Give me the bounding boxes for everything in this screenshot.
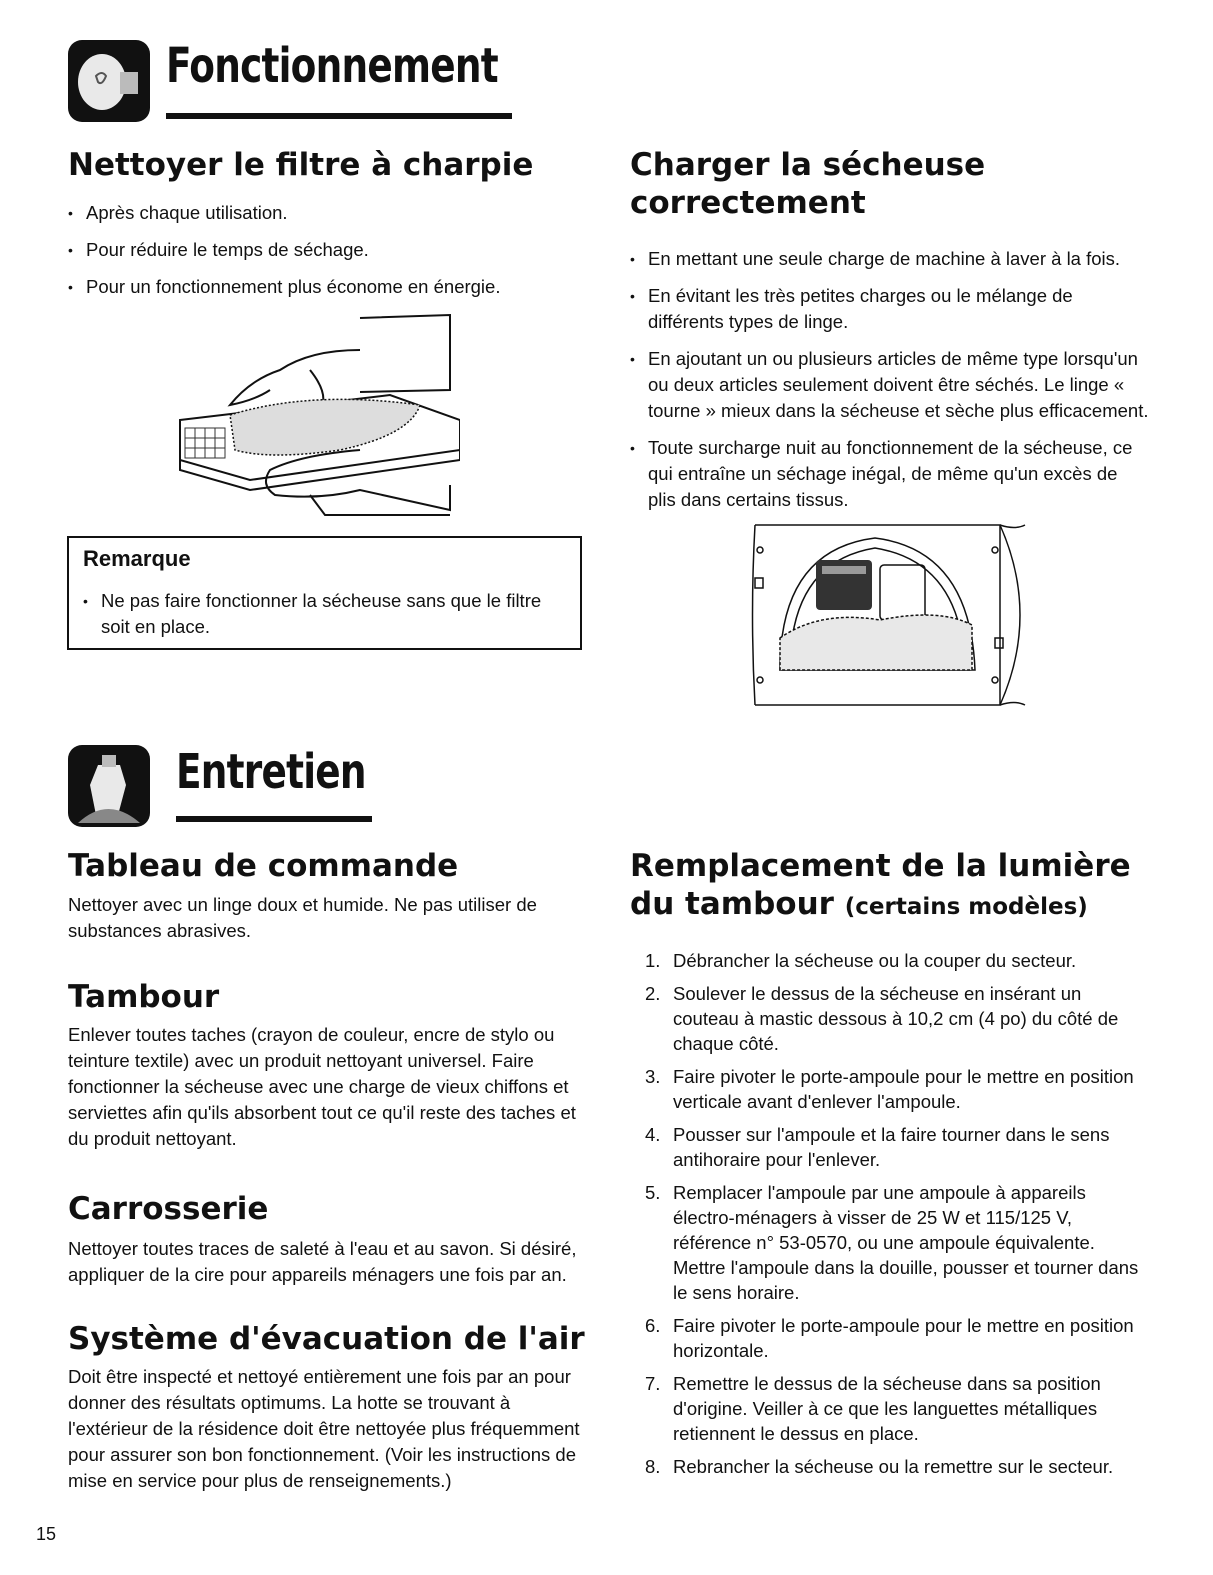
list-item	[645, 948, 1150, 973]
section-rule	[176, 816, 372, 822]
step-number: 6.	[645, 1315, 661, 1336]
step-text: Faire pivoter le porte-ampoule pour le mettre en position verticale avant d'enlever l'ampoule.	[673, 1066, 1134, 1112]
heading-filtre: Nettoyer le filtre à charpie	[68, 147, 534, 183]
step-number: 4.	[645, 1124, 661, 1145]
heading-systeme: Système d'évacuation de l'air	[68, 1321, 585, 1357]
heading-line: Charger la sécheuse	[630, 147, 986, 183]
heading-suffix: (certains modèles)	[844, 894, 1088, 920]
lightbulb-icon	[68, 40, 150, 122]
step-number: 1.	[645, 950, 661, 971]
section-rule	[166, 113, 512, 119]
step-text: Faire pivoter le porte-ampoule pour le mettre en position horizontale.	[673, 1315, 1134, 1361]
section-title-fonctionnement: Fonctionnement	[166, 38, 498, 94]
cleaning-spray-icon	[68, 745, 150, 827]
systeme-text: Doit être inspecté et nettoyé entièrement une fois par an pour donner des résultats optimums. La hotte se trouvant à l'extérieur de la résidence doit être nettoyée plus fréquemment pour assurer son bon fonctionnement. (Voir les instructions de mise en service pour plus de renseignements.)	[68, 1366, 580, 1491]
step-text: Pousser sur l'ampoule et la faire tourner dans le sens antihoraire pour l'enlever.	[673, 1124, 1110, 1170]
step-number: 5.	[645, 1182, 661, 1203]
list-item: • En évitant les très petites charges ou le mélange de différents types de linge.	[630, 283, 1150, 335]
list-item: • En ajoutant un ou plusieurs articles de même type lorsqu'un ou deux articles seulement doivent être séchés. Le linge « tourne » mieux dans la sécheuse et sèche plus efficacement.	[630, 346, 1150, 424]
step-number: 8.	[645, 1456, 661, 1477]
step-text: Soulever le dessus de la sécheuse en insérant un couteau à mastic dessous à 10,2 cm (4 po) du côté de chaque côté.	[673, 983, 1119, 1054]
remarque-list	[83, 588, 563, 651]
remarque-title: Remarque	[83, 546, 191, 571]
list-item: • Ne pas faire fonctionner la sécheuse sans que le filtre soit en place.	[83, 588, 563, 640]
page-number: 15	[36, 1524, 57, 1544]
lint-filter-illustration	[160, 310, 460, 525]
heading-line: Remplacement de la lumière	[630, 848, 1131, 884]
step-number: 7.	[645, 1373, 661, 1394]
heading-tambour: Tambour	[68, 979, 220, 1015]
heading-line: du tambour	[630, 886, 834, 922]
step-text: Rebrancher la sécheuse ou la remettre sur le secteur.	[673, 1456, 1114, 1477]
list-item: • En mettant une seule charge de machine à laver à la fois.	[630, 246, 1150, 272]
list-item	[645, 981, 1150, 1056]
list-item	[645, 1371, 1150, 1446]
heading-tableau: Tableau de commande	[68, 848, 459, 884]
section-title-entretien: Entretien	[176, 744, 366, 800]
step-text: Remettre le dessus de la sécheuse dans sa position d'origine. Veiller à ce que les languettes métalliques retiennent le dessus en place.	[673, 1373, 1101, 1444]
list-item	[645, 1180, 1150, 1305]
filtre-bullet-list	[68, 200, 568, 311]
list-item: • Toute surcharge nuit au fonctionnement de la sécheuse, ce qui entraîne un séchage inégal, de même qu'un excès de plis dans certains tissus.	[630, 435, 1150, 513]
step-text: Débrancher la sécheuse ou la couper du secteur.	[673, 950, 1077, 971]
step-number: 2.	[645, 983, 661, 1004]
list-item: • Après chaque utilisation.	[68, 200, 568, 226]
carrosserie-text: Nettoyer toutes traces de saleté à l'eau et au savon. Si désiré, appliquer de la cire pour appareils ménagers une fois par an.	[68, 1238, 577, 1285]
step-text: Remplacer l'ampoule par une ampoule à appareils électro-ménagers à visser de 25 W et 115/125 V, référence n° 53-0570, ou une ampoule équivalente. Mettre l'ampoule dans la douille, pousser et tourner dans le sens horaire.	[673, 1182, 1139, 1303]
tambour-text: Enlever toutes taches (crayon de couleur, encre de stylo ou teinture textile) avec un produit nettoyant universel. Faire fonctionner la sécheuse avec une charge de vieux chiffons et serviettes afin qu'ils absorbent tout ce qu'il reste des taches et du produit nettoyant.	[68, 1024, 576, 1149]
list-item: • Pour réduire le temps de séchage.	[68, 237, 568, 263]
list-item	[645, 1064, 1150, 1114]
list-item	[645, 1454, 1150, 1479]
remarque-box	[67, 536, 582, 650]
lumiere-steps	[645, 948, 1150, 1487]
tableau-text: Nettoyer avec un linge doux et humide. Ne pas utiliser de substances abrasives.	[68, 894, 537, 941]
heading-line: correctement	[630, 185, 866, 221]
heading-carrosserie: Carrosserie	[68, 1191, 269, 1227]
heading-charger	[630, 146, 985, 222]
list-item	[645, 1313, 1150, 1363]
charger-bullet-list	[630, 246, 1150, 524]
heading-lumiere	[630, 847, 1131, 926]
list-item	[645, 1122, 1150, 1172]
step-number: 3.	[645, 1066, 661, 1087]
dryer-drum-illustration	[750, 520, 1030, 710]
list-item: • Pour un fonctionnement plus économe en énergie.	[68, 274, 568, 300]
